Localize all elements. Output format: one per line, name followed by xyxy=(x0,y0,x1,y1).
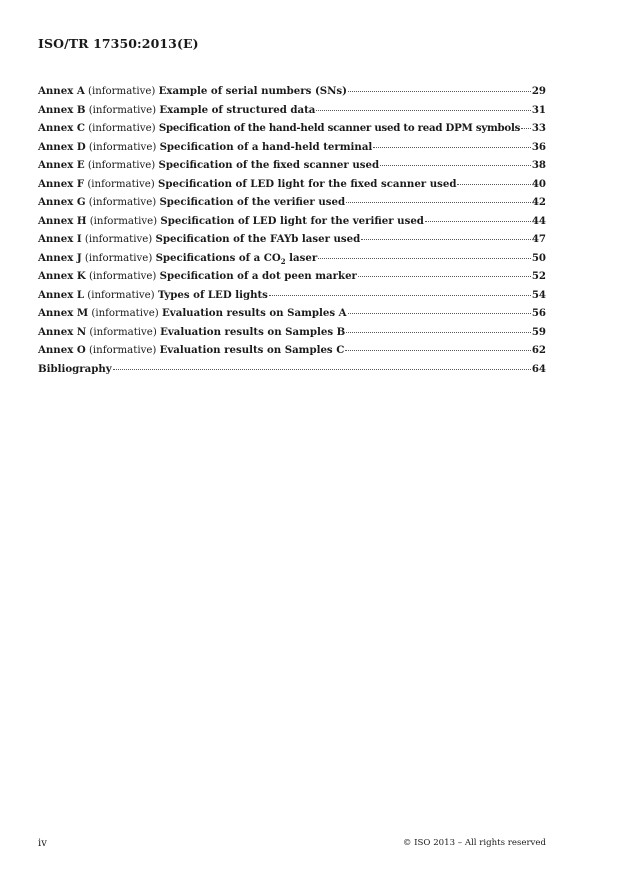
dot-leader xyxy=(346,332,531,333)
dot-leader xyxy=(346,202,531,203)
dot-leader xyxy=(521,128,531,129)
dot-leader xyxy=(361,239,531,240)
toc-annex-label: Annex I xyxy=(38,233,82,245)
toc-entry-title xyxy=(156,252,318,266)
toc-page-number: 40 xyxy=(531,177,546,190)
toc-page-number: 54 xyxy=(531,288,546,301)
toc-entry-title: Specification of the fixed scanner used xyxy=(158,159,380,171)
toc-entry-annex-m[interactable] xyxy=(38,307,546,326)
toc-annex-label: Annex N xyxy=(38,325,87,338)
toc-entry-title-main: Specifications of a CO xyxy=(155,251,281,264)
toc-entry-annex-h[interactable] xyxy=(38,215,546,234)
footer-page-number: iv xyxy=(38,838,47,849)
toc-annex-type: (informative) xyxy=(84,234,153,245)
dot-leader xyxy=(345,350,530,351)
toc-entry-title: Evaluation results on Samples A xyxy=(162,307,347,319)
toc-page-number: 56 xyxy=(531,307,546,319)
toc-annex-type: (informative) xyxy=(88,123,156,134)
toc-annex-type: (informative) xyxy=(89,326,157,338)
toc-page-number: 47 xyxy=(531,233,546,245)
dot-leader xyxy=(358,276,531,277)
toc-annex-label: Annex M xyxy=(38,307,89,319)
subscript-2: 2 xyxy=(280,256,286,266)
toc-annex-label: Annex G xyxy=(38,196,86,208)
toc-entry-annex-b[interactable] xyxy=(38,104,546,123)
toc-page-number: 62 xyxy=(531,344,546,356)
toc-annex-type: (informative) xyxy=(87,86,156,97)
toc-annex-label: Annex K xyxy=(38,270,86,282)
toc-annex-type: (informative) xyxy=(87,289,155,301)
toc-page-number: 64 xyxy=(531,362,546,375)
toc-entry-title: Specification of the verifier used xyxy=(159,196,346,208)
toc-entry-annex-g[interactable] xyxy=(38,196,546,215)
toc-annex-type: (informative) xyxy=(88,271,157,282)
dot-leader xyxy=(457,184,530,185)
dot-leader xyxy=(425,221,531,222)
footer-copyright: © ISO 2013 – All rights reserved xyxy=(402,838,546,848)
toc-annex-type: (informative) xyxy=(88,345,157,356)
table-of-contents xyxy=(38,85,546,381)
toc-entry-annex-k[interactable] xyxy=(38,270,546,289)
toc-entry-annex-l[interactable] xyxy=(38,289,546,308)
toc-annex-type: (informative) xyxy=(88,197,157,208)
toc-entry-annex-o[interactable] xyxy=(38,344,546,363)
toc-entry-title: Types of LED lights xyxy=(157,288,268,301)
toc-annex-label: Annex L xyxy=(38,288,84,301)
toc-entry-annex-c[interactable] xyxy=(38,122,546,141)
dot-leader xyxy=(373,147,531,148)
toc-annex-label: Annex D xyxy=(38,140,86,153)
toc-annex-type: (informative) xyxy=(87,160,156,171)
toc-annex-type: (informative) xyxy=(87,178,155,190)
toc-entry-annex-d[interactable] xyxy=(38,141,546,160)
toc-page-number: 59 xyxy=(531,325,546,338)
dot-leader xyxy=(348,91,531,92)
toc-entry-title: Specification of a dot peen marker xyxy=(159,270,357,282)
document-id: ISO/TR 17350:2013(E) xyxy=(38,36,199,51)
toc-entry-title: Bibliography xyxy=(38,362,112,375)
toc-annex-type: (informative) xyxy=(91,308,159,319)
toc-page-number: 29 xyxy=(531,85,546,97)
dot-leader xyxy=(318,258,531,259)
toc-entry-annex-n[interactable] xyxy=(38,326,546,345)
toc-entry-annex-i[interactable] xyxy=(38,233,546,252)
toc-annex-label: Annex J xyxy=(38,251,82,264)
toc-entry-title: Specification of LED light for the fixed scanner used xyxy=(157,177,457,190)
toc-annex-label: Annex O xyxy=(38,344,86,356)
toc-entry-title: Evaluation results on Samples B xyxy=(160,325,346,338)
toc-entry-title: Specification of LED light for the verifier used xyxy=(160,214,424,227)
toc-entry-title: Specification of the hand-held scanner used to read DPM symbols xyxy=(158,122,521,134)
toc-annex-type: (informative) xyxy=(88,141,157,153)
toc-page-number: 38 xyxy=(531,159,546,171)
toc-entry-annex-e[interactable] xyxy=(38,159,546,178)
toc-annex-label: Annex E xyxy=(38,159,85,171)
toc-page-number: 31 xyxy=(531,103,546,116)
toc-page-number: 36 xyxy=(531,140,546,153)
toc-annex-type: (informative) xyxy=(84,252,153,264)
toc-entry-title: Example of serial numbers (SNs) xyxy=(158,85,347,97)
dot-leader xyxy=(348,313,531,314)
toc-annex-type: (informative) xyxy=(89,215,158,227)
toc-entry-annex-a[interactable] xyxy=(38,85,546,104)
toc-page-number: 52 xyxy=(531,270,546,282)
toc-annex-label: Annex A xyxy=(38,85,85,97)
toc-entry-bibliography[interactable] xyxy=(38,363,546,382)
toc-entry-annex-f[interactable] xyxy=(38,178,546,197)
toc-entry-title: Specification of a hand-held terminal xyxy=(159,140,373,153)
toc-page-number: 44 xyxy=(531,214,546,227)
toc-entry-title-tail: laser xyxy=(285,251,318,264)
dot-leader xyxy=(316,110,530,111)
toc-page-number: 50 xyxy=(531,251,546,264)
dot-leader xyxy=(269,295,531,296)
dot-leader xyxy=(113,369,531,370)
toc-annex-label: Annex C xyxy=(38,122,85,134)
toc-annex-type: (informative) xyxy=(88,104,157,116)
toc-page-number: 42 xyxy=(531,196,546,208)
toc-entry-title: Specification of the FAYb laser used xyxy=(155,233,361,245)
toc-annex-label: Annex B xyxy=(38,103,86,116)
toc-annex-label: Annex H xyxy=(38,214,87,227)
toc-annex-label: Annex F xyxy=(38,177,85,190)
dot-leader xyxy=(380,165,531,166)
toc-entry-title: Evaluation results on Samples C xyxy=(159,344,345,356)
toc-page-number: 33 xyxy=(531,122,546,134)
toc-entry-title: Example of structured data xyxy=(159,103,316,116)
toc-entry-annex-j[interactable] xyxy=(38,252,546,271)
